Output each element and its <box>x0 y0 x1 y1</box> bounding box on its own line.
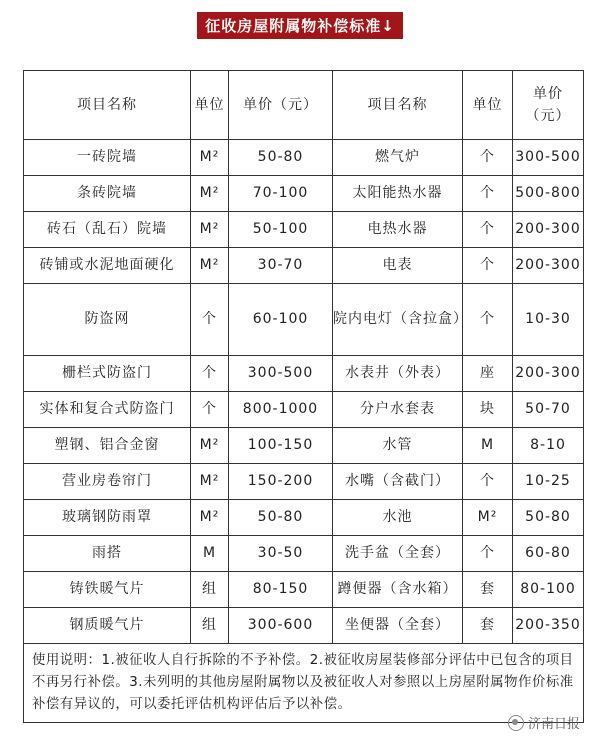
table-cell: 50-100 <box>229 212 333 248</box>
table-cell: 500-800 <box>513 176 584 212</box>
table-cell: 营业房卷帘门 <box>24 464 191 500</box>
table-cell: 砖石（乱石）院墙 <box>24 212 191 248</box>
table-cell: 50-70 <box>513 392 584 428</box>
table-cell: 电表 <box>333 248 463 284</box>
table-cell: 60-80 <box>513 536 584 572</box>
table-cell: 60-100 <box>229 284 333 356</box>
table-row <box>24 428 584 464</box>
table-cell: 套 <box>463 608 513 644</box>
table-cell: 蹲便器（含水箱） <box>333 572 463 608</box>
table-header-row <box>24 71 584 140</box>
table-cell: 钢质暖气片 <box>24 608 191 644</box>
table-cell: M² <box>191 500 229 536</box>
table-cell: 个 <box>191 284 229 356</box>
table-cell: 个 <box>463 536 513 572</box>
table-cell: 300-500 <box>229 356 333 392</box>
table-cell: M² <box>191 248 229 284</box>
header-cell: 单位 <box>463 71 513 140</box>
table-row <box>24 608 584 644</box>
table-cell: 10-30 <box>513 284 584 356</box>
table-cell: 200-350 <box>513 608 584 644</box>
table-cell: 70-100 <box>229 176 333 212</box>
table-cell: M² <box>191 212 229 248</box>
table-cell: 个 <box>463 248 513 284</box>
table-cell: 个 <box>191 356 229 392</box>
table-cell: 一砖院墙 <box>24 140 191 176</box>
table-cell: 雨搭 <box>24 536 191 572</box>
table-cell: M <box>191 536 229 572</box>
table-row <box>24 500 584 536</box>
usage-note: 使用说明：1.被征收人自行拆除的不予补偿。2.被征收房屋装修部分评估中已包含的项目不再另行补偿。3.未列明的其他房屋附属物以及被征收人对参照以上房屋附属物作价标准补偿有异议的，可以委托评估机构评估后予以补偿。 <box>24 644 584 723</box>
compensation-table <box>23 70 584 723</box>
page-title: 征收房屋附属物补偿标准↓ <box>197 12 403 39</box>
table-cell: 80-150 <box>229 572 333 608</box>
table-cell: 坐便器（全套） <box>333 608 463 644</box>
table-cell: 电热水器 <box>333 212 463 248</box>
table-cell: 个 <box>463 464 513 500</box>
table-cell: M² <box>191 176 229 212</box>
table-cell: 50-80 <box>513 500 584 536</box>
note-row <box>24 644 584 723</box>
table-cell: 水嘴（含截门） <box>333 464 463 500</box>
wechat-icon <box>508 715 524 731</box>
table-cell: 30-70 <box>229 248 333 284</box>
table-cell: 院内电灯（含拉盒） <box>333 284 463 356</box>
table-cell: 200-300 <box>513 212 584 248</box>
table-cell: 燃气炉 <box>333 140 463 176</box>
table-cell: M² <box>191 428 229 464</box>
table-cell: 组 <box>191 608 229 644</box>
table-cell: M <box>463 428 513 464</box>
header-cell: 单价（元） <box>229 71 333 140</box>
table-row <box>24 356 584 392</box>
table-cell: 条砖院墙 <box>24 176 191 212</box>
table-cell: 800-1000 <box>229 392 333 428</box>
header-cell: 项目名称 <box>333 71 463 140</box>
table-cell: 50-80 <box>229 140 333 176</box>
watermark <box>508 713 580 732</box>
table-cell: M² <box>191 464 229 500</box>
table-cell: M² <box>191 140 229 176</box>
table-cell: 个 <box>463 212 513 248</box>
table-cell: 玻璃钢防雨罩 <box>24 500 191 536</box>
watermark-text: 济南日报 <box>527 717 580 732</box>
header-cell: 项目名称 <box>24 71 191 140</box>
table-cell: 铸铁暖气片 <box>24 572 191 608</box>
table-cell: 300-500 <box>513 140 584 176</box>
table-row <box>24 140 584 176</box>
table-cell: 个 <box>191 392 229 428</box>
table-cell: 座 <box>463 356 513 392</box>
table-cell: 10-25 <box>513 464 584 500</box>
table-row <box>24 212 584 248</box>
table-row <box>24 284 584 356</box>
table-cell: 8-10 <box>513 428 584 464</box>
table-cell: 50-80 <box>229 500 333 536</box>
table-cell: 分户水套表 <box>333 392 463 428</box>
table-cell: 防盗网 <box>24 284 191 356</box>
table-row <box>24 248 584 284</box>
table-cell: 100-150 <box>229 428 333 464</box>
table-cell: 水池 <box>333 500 463 536</box>
table-cell: M² <box>463 500 513 536</box>
table-cell: 水表井（外表） <box>333 356 463 392</box>
table-row <box>24 536 584 572</box>
table-row <box>24 392 584 428</box>
table-cell: 块 <box>463 392 513 428</box>
table-cell: 个 <box>463 176 513 212</box>
table-cell: 200-300 <box>513 356 584 392</box>
table-cell: 洗手盆（全套） <box>333 536 463 572</box>
table-cell: 个 <box>463 284 513 356</box>
table-cell: 个 <box>463 140 513 176</box>
table-cell: 组 <box>191 572 229 608</box>
table-cell: 实体和复合式防盗门 <box>24 392 191 428</box>
table-cell: 栅栏式防盗门 <box>24 356 191 392</box>
table-cell: 砖铺或水泥地面硬化 <box>24 248 191 284</box>
table-row <box>24 572 584 608</box>
table-cell: 300-600 <box>229 608 333 644</box>
table-row <box>24 464 584 500</box>
table-cell: 150-200 <box>229 464 333 500</box>
table-cell: 200-300 <box>513 248 584 284</box>
table-row <box>24 176 584 212</box>
table-cell: 水管 <box>333 428 463 464</box>
table-cell: 30-50 <box>229 536 333 572</box>
table-cell: 太阳能热水器 <box>333 176 463 212</box>
table-cell: 80-100 <box>513 572 584 608</box>
header-cell: 单价（元） <box>513 71 584 140</box>
header-cell: 单位 <box>191 71 229 140</box>
table-cell: 塑钢、铝合金窗 <box>24 428 191 464</box>
table-cell: 套 <box>463 572 513 608</box>
